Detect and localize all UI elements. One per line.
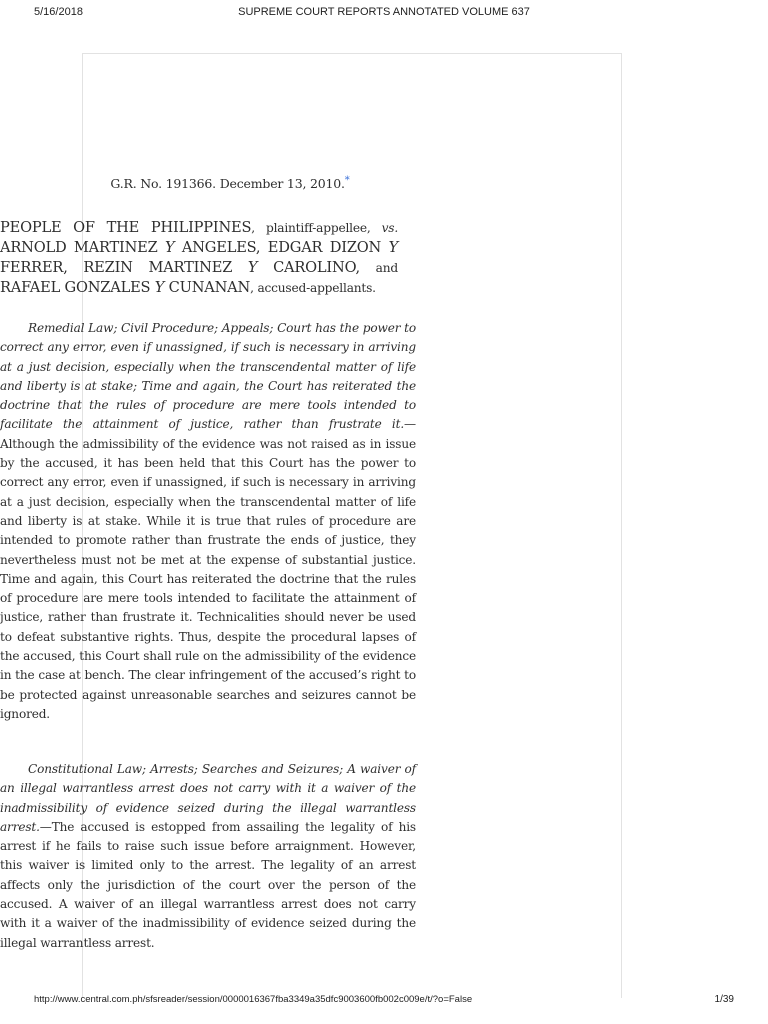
- print-header: [0, 6, 768, 22]
- accused-role: , accused-appellants.: [250, 280, 376, 295]
- versus-label: vs.: [381, 221, 398, 235]
- print-title: SUPREME COURT REPORTS ANNOTATED VOLUME 637: [238, 6, 530, 18]
- accused-name: CAROLINO,: [257, 258, 376, 276]
- plaintiff-role: , plaintiff-appellee,: [251, 221, 382, 235]
- footnote-link[interactable]: *: [344, 174, 350, 186]
- case-number: [0, 176, 460, 191]
- page-number: 1/39: [714, 994, 734, 1005]
- and-label: and: [375, 260, 398, 275]
- syllabus-body: —The accused is estopped from assailing the legality of his arrest if he fails to raise such issue before arraignment. However, this waiver is limited only to the arrest. The legality of an arrest affects only the jurisdiction of the court over the person of the accused. A waiver of an illegal warrantless arrest does not carry with it a waiver of the inadmissibility of evidence seized during the illegal warrantless arrest.: [0, 819, 416, 950]
- accused-name: ARNOLD MARTINEZ: [0, 239, 166, 257]
- accused-connector: Y: [165, 239, 175, 257]
- accused-name: FERRER, REZIN MARTINEZ: [0, 258, 248, 276]
- accused-name: RAFAEL GONZALES: [0, 278, 155, 296]
- plaintiff-name: PEOPLE OF THE PHILIPPINES: [0, 219, 252, 236]
- case-parties: [0, 218, 398, 298]
- syllabus-paragraph: [0, 319, 416, 724]
- print-footer: [0, 994, 768, 1010]
- print-date: 5/16/2018: [34, 6, 83, 18]
- accused-connector: Y: [247, 258, 258, 276]
- accused-connector: Y: [154, 278, 165, 296]
- syllabus-body: —Although the admissibility of the evidence was not raised as in issue by the accused, it has been held that this Court has the power to correct any error, even if unassigned, if such is necessary in arriving at a just decision, especially when the transcendental matter of life and liberty is at stake. While it is true that rules of procedure are intended to promote rather than frustrate the ends of justice, they nevertheless must not be met at the expense of substantial justice. Time and again, this Court has reiterated the doctrine that the rules of procedure are mere tools intended to facilitate the attainment of justice, rather than frustrate it. Technicalities should never be used to defeat substantive rights. Thus, despite the procedural lapses of the accused, this Court shall rule on the admissibility of the evidence in the case at bench. The clear infringement of the accused’s right to be protected against unreasonable searches and seizures cannot be ignored.: [0, 417, 416, 721]
- accused-name: ANGELES, EDGAR DIZON: [174, 239, 389, 257]
- syllabus-heading: Remedial Law; Civil Procedure; Appeals; Court has the power to correct any error, even if unassigned, if such is necessary in arriving at a just decision, especially when the transcendental matter of life and liberty is at stake; Time and again, the Court has reiterated the doctrine that the rules of procedure are mere tools intended to facilitate the attainment of justice, rather than frustrate it.: [0, 321, 416, 432]
- print-url: http://www.central.com.ph/sfsreader/session/0000016367fba3349a35dfc9003600fb002c009e/t/?o=False: [34, 994, 473, 1005]
- syllabus-heading: Constitutional Law; Arrests; Searches and Seizures; A waiver of an illegal warrantless arrest does not carry with it a waiver of the inadmissibility of evidence seized during the illegal warrantless arrest.: [0, 762, 416, 834]
- case-number-text: G.R. No. 191366. December 13, 2010.: [110, 176, 345, 191]
- syllabus-paragraph: [0, 760, 416, 953]
- accused-name: CUNANAN: [164, 278, 251, 296]
- accused-connector: Y: [388, 239, 398, 257]
